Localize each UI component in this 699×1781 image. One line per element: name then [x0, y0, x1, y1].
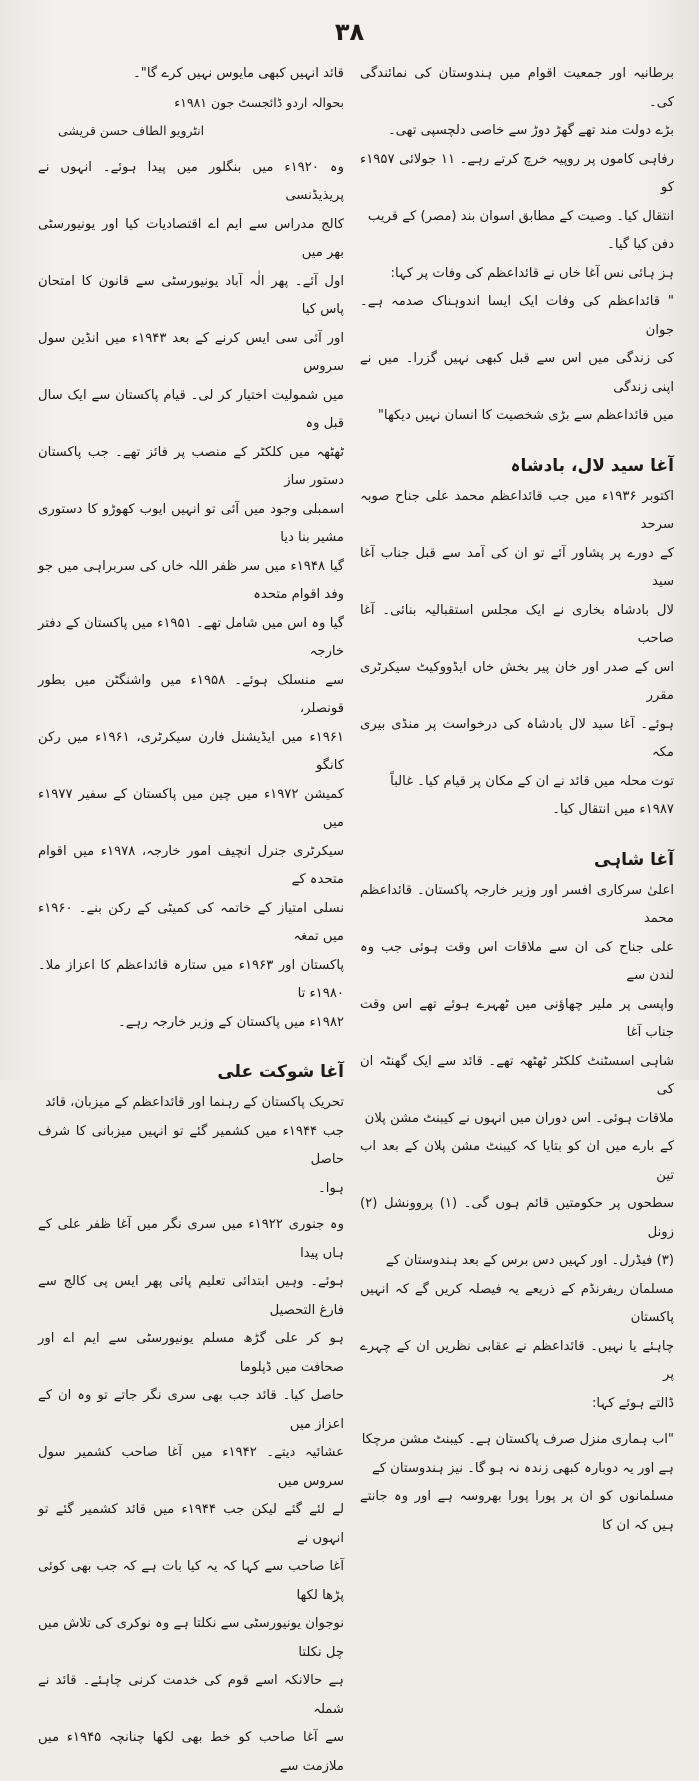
text-line: حاصل کیا۔ قائد جب بھی سری نگر جاتے تو وہ ان کے اعزاز میں — [38, 1388, 344, 1432]
quote-line: "اب ہماری منزل صرف پاکستان ہے۔ کیبنٹ مشن مرچکا — [361, 1432, 674, 1447]
text-line: نوجوان یونیورسٹی سے نکلتا ہے وہ نوکری کی تلاش میں چل نکلتا — [38, 1616, 344, 1660]
text-line: ہوا۔ — [318, 1180, 344, 1196]
text-line: برطانیہ اور جمعیت اقوام میں ہندوستان کی نمائندگی کی۔ — [360, 66, 674, 110]
text-line: اعلیٰ سرکاری افسر اور وزیر خارجہ پاکستان۔ قائداعظم محمد — [360, 882, 674, 926]
text-line: عشائیہ دیتے۔ ۱۹۴۲ء میں آغا صاحب کشمیر سول سروس میں — [38, 1445, 344, 1489]
left-column — [38, 60, 344, 1781]
quote-line: " قائداعظم کی وفات ایک ایسا اندوہناک صدمہ ہے۔ جوان — [360, 294, 674, 338]
text-line: ۱۹۶۱ء میں ایڈیشنل فارن سیکرٹری، ۱۹۶۱ء میں رکن کانگو — [38, 729, 344, 773]
text-line: کالج مدراس سے ایم اے اقتصادیات کیا اور یونیورسٹی بھر میں — [38, 216, 344, 260]
text-line: رفاہی کاموں پر روپیہ خرچ کرتے رہے۔ ۱۱ جولائی ۱۹۵۷ء کو — [360, 151, 674, 195]
text-line: ۱۹۸۷ء میں انتقال کیا۔ — [552, 802, 674, 817]
text-line: ہے حالانکہ اسے قوم کی خدمت کرنی چاہئے۔ قائد نے شملہ — [38, 1673, 344, 1717]
text-line: اور آئی سی ایس کرنے کے بعد ۱۹۴۳ء میں انڈین سول سروس — [38, 330, 344, 374]
text-line: ملاقات ہوئی۔ اس دوران میں انہوں نے کیبنٹ مشن پلان — [364, 1110, 674, 1126]
text-line: آغا صاحب سے کہا کہ یہ کیا بات ہے کہ جب بھی کوئی پڑھا لکھا — [38, 1559, 344, 1603]
text-line: (۳) فیڈرل۔ اور کہیں دس برس کے بعد ہندوستان کے — [385, 1253, 674, 1268]
text-line: ہو کر علی گڑھ مسلم یونیورسٹی سے ایم اے اور صحافت میں ڈپلوما — [38, 1331, 344, 1375]
text-line: گیا وہ اس میں شامل تھے۔ ۱۹۵۱ء میں پاکستان کے دفتر خارجہ — [38, 615, 344, 659]
text-line: سطحوں پر حکومتیں قائم ہوں گی۔ (۱) پروونشل (۲) زونل — [360, 1196, 675, 1240]
text-line: ٹھٹھہ میں کلکٹر کے منصب پر فائز تھے۔ جب پاکستان دستور ساز — [38, 444, 344, 488]
byline: انٹرویو الطاف حسن قریشی — [58, 123, 205, 138]
text-line: بڑے دولت مند تھے گھڑ دوڑ سے خاصی دلچسپی تھی۔ — [387, 123, 674, 138]
text-line: وہ جنوری ۱۹۲۲ء میں سری نگر میں آغا ظفر علی کے ہاں پیدا — [38, 1217, 344, 1261]
text-line: سیکرٹری جنرل انچیف امور خارجہ، ۱۹۷۸ء میں اقوام متحدہ کے — [38, 843, 344, 887]
text-line: اکتوبر ۱۹۳۶ء میں جب قائداعظم محمد علی جناح صوبہ سرحد — [360, 488, 674, 532]
text-line: کے بارے میں ان کو بتایا کہ کیبنٹ مشن پلان کے بعد اب تین — [360, 1139, 674, 1183]
text-line: توت محلہ میں قائد نے ان کے مکان پر قیام کیا۔ غالباً — [390, 773, 674, 789]
text-line: پاکستان اور ۱۹۶۳ء میں ستارہ قائداعظم کا اعزاز ملا۔ ۱۹۸۰ء تا — [38, 957, 345, 1001]
text-line: شاہی اسسٹنٹ کلکٹر ٹھٹھہ تھے۔ قائد سے ایک گھنٹہ ان کی — [360, 1053, 674, 1097]
text-line: نسلی امتیاز کے خاتمہ کی کمیٹی کے رکن بنے۔ ۱۹۶۰ء میں تمغہ — [38, 900, 344, 944]
text-line: ڈالتے ہوئے کہا: — [591, 1395, 674, 1411]
text-line: چاہئے یا نہیں۔ قائداعظم نے عقابی نظریں ان کے چہرے پر — [360, 1338, 674, 1382]
text-line: تحریک پاکستان کے رہنما اور قائداعظم کے میزبان، قائد — [45, 1095, 344, 1110]
right-column — [360, 60, 674, 1540]
text-line: انتقال کیا۔ وصیت کے مطابق اسوان بند (مصر) کے قریب — [367, 208, 674, 224]
text-line: کے دورے پر پشاور آئے تو ان کی آمد سے قبل جناب آغا سید — [360, 545, 674, 589]
text-line: میں شمولیت اختیار کر لی۔ قیام پاکستان سے ایک سال قبل وہ — [38, 387, 344, 431]
text-line: اسمبلی وجود میں آئی تو انہیں ایوب کھوڑو کا دستوری مشیر بنا دیا — [38, 501, 344, 545]
quote-line: ہے اور یہ دوبارہ کبھی زندہ نہ ہو گا۔ نیز ہندوستان کے — [371, 1460, 674, 1476]
text-line: جب ۱۹۴۴ء میں کشمیر گئے تو انہیں میزبانی کا شرف حاصل — [38, 1123, 344, 1167]
text-line: علی جناح کی ان سے ملاقات اس وقت ہوئی جب وہ لندن سے — [360, 939, 674, 983]
text-line: اول آئے۔ پھر الٰہ آباد یونیورسٹی سے قانون کا امتحان پاس کیا — [38, 273, 344, 317]
text-line: لال بادشاہ بخاری نے ایک مجلس استقبالیہ بنائی۔ آغا صاحب — [360, 602, 674, 646]
quote-line: کی زندگی میں اس سے قبل کبھی نہیں گزرا۔ میں نے اپنی زندگی — [360, 351, 674, 395]
text-line: ہوئے۔ وہیں ابتدائی تعلیم پائی پھر ایس پی کالج سے فارغ التحصیل — [38, 1274, 344, 1318]
text-line: گیا ۱۹۴۸ء میں سر ظفر اللہ خاں کی سربراہی میں جو وفد اقوام متحدہ — [38, 558, 344, 602]
text-line: دفن کیا گیا۔ — [607, 237, 674, 252]
text-line: مسلمان ریفرنڈم کے ذریعے یہ فیصلہ کریں گے کہ انہیں پاکستان — [360, 1281, 674, 1325]
text-line: واپسی پر ملیر چھاؤنی میں ٹھہرے ہوئے تھے اس وقت جناب آغا — [360, 996, 674, 1040]
section-heading: آغا سید لال، بادشاہ — [510, 455, 674, 476]
text-line: ۱۹۸۲ء میں پاکستان کے وزیر خارجہ رہے۔ — [118, 1014, 344, 1030]
text-line: سے آغا صاحب کو خط بھی لکھا چنانچہ ۱۹۴۵ء میں ملازمت سے — [38, 1730, 344, 1774]
section-heading: آغا شوکت علی — [217, 1062, 344, 1082]
quote-end: قائد انہیں کبھی مایوس نہیں کرے گا"۔ — [133, 66, 344, 81]
section-heading: آغا شاہی — [593, 849, 674, 870]
page-number: ۳۸ — [334, 18, 365, 46]
reference-line: بحوالہ اردو ڈائجسٹ جون ۱۹۸۱ء — [174, 94, 344, 110]
text-line: لے لئے گئے لیکن جب ۱۹۴۴ء میں قائد کشمیر گئے تو انہوں نے — [38, 1502, 344, 1546]
quote-line: میں قائداعظم سے بڑی شخصیت کا انسان نہیں دیکھا" — [377, 408, 674, 423]
quote-line: مسلمانوں کو ان پر پورا پورا بھروسہ ہے اور وہ جانتے ہیں کہ ان کا — [360, 1489, 674, 1533]
text-line: ہوئے۔ آغا سید لال بادشاہ کی درخواست پر منڈی بیری مکہ — [360, 716, 674, 760]
text-line: وہ ۱۹۲۰ء میں بنگلور میں پیدا ہوئے۔ انہوں نے پریذیڈنسی — [38, 159, 344, 203]
text-line: اس کے صدر اور خان پیر بخش خاں ایڈووکیٹ سیکرٹری مقرر — [360, 659, 674, 703]
text-line: کمیشن ۱۹۷۲ء میں چین میں پاکستان کے سفیر ۱۹۷۷ء میں — [38, 786, 344, 830]
text-line: ہز ہائی نس آغا خاں نے قائداعظم کی وفات پر کہا: — [390, 265, 674, 281]
text-line: سے منسلک ہوئے۔ ۱۹۵۸ء میں واشنگٹن میں بطور قونصلر، — [38, 672, 344, 716]
